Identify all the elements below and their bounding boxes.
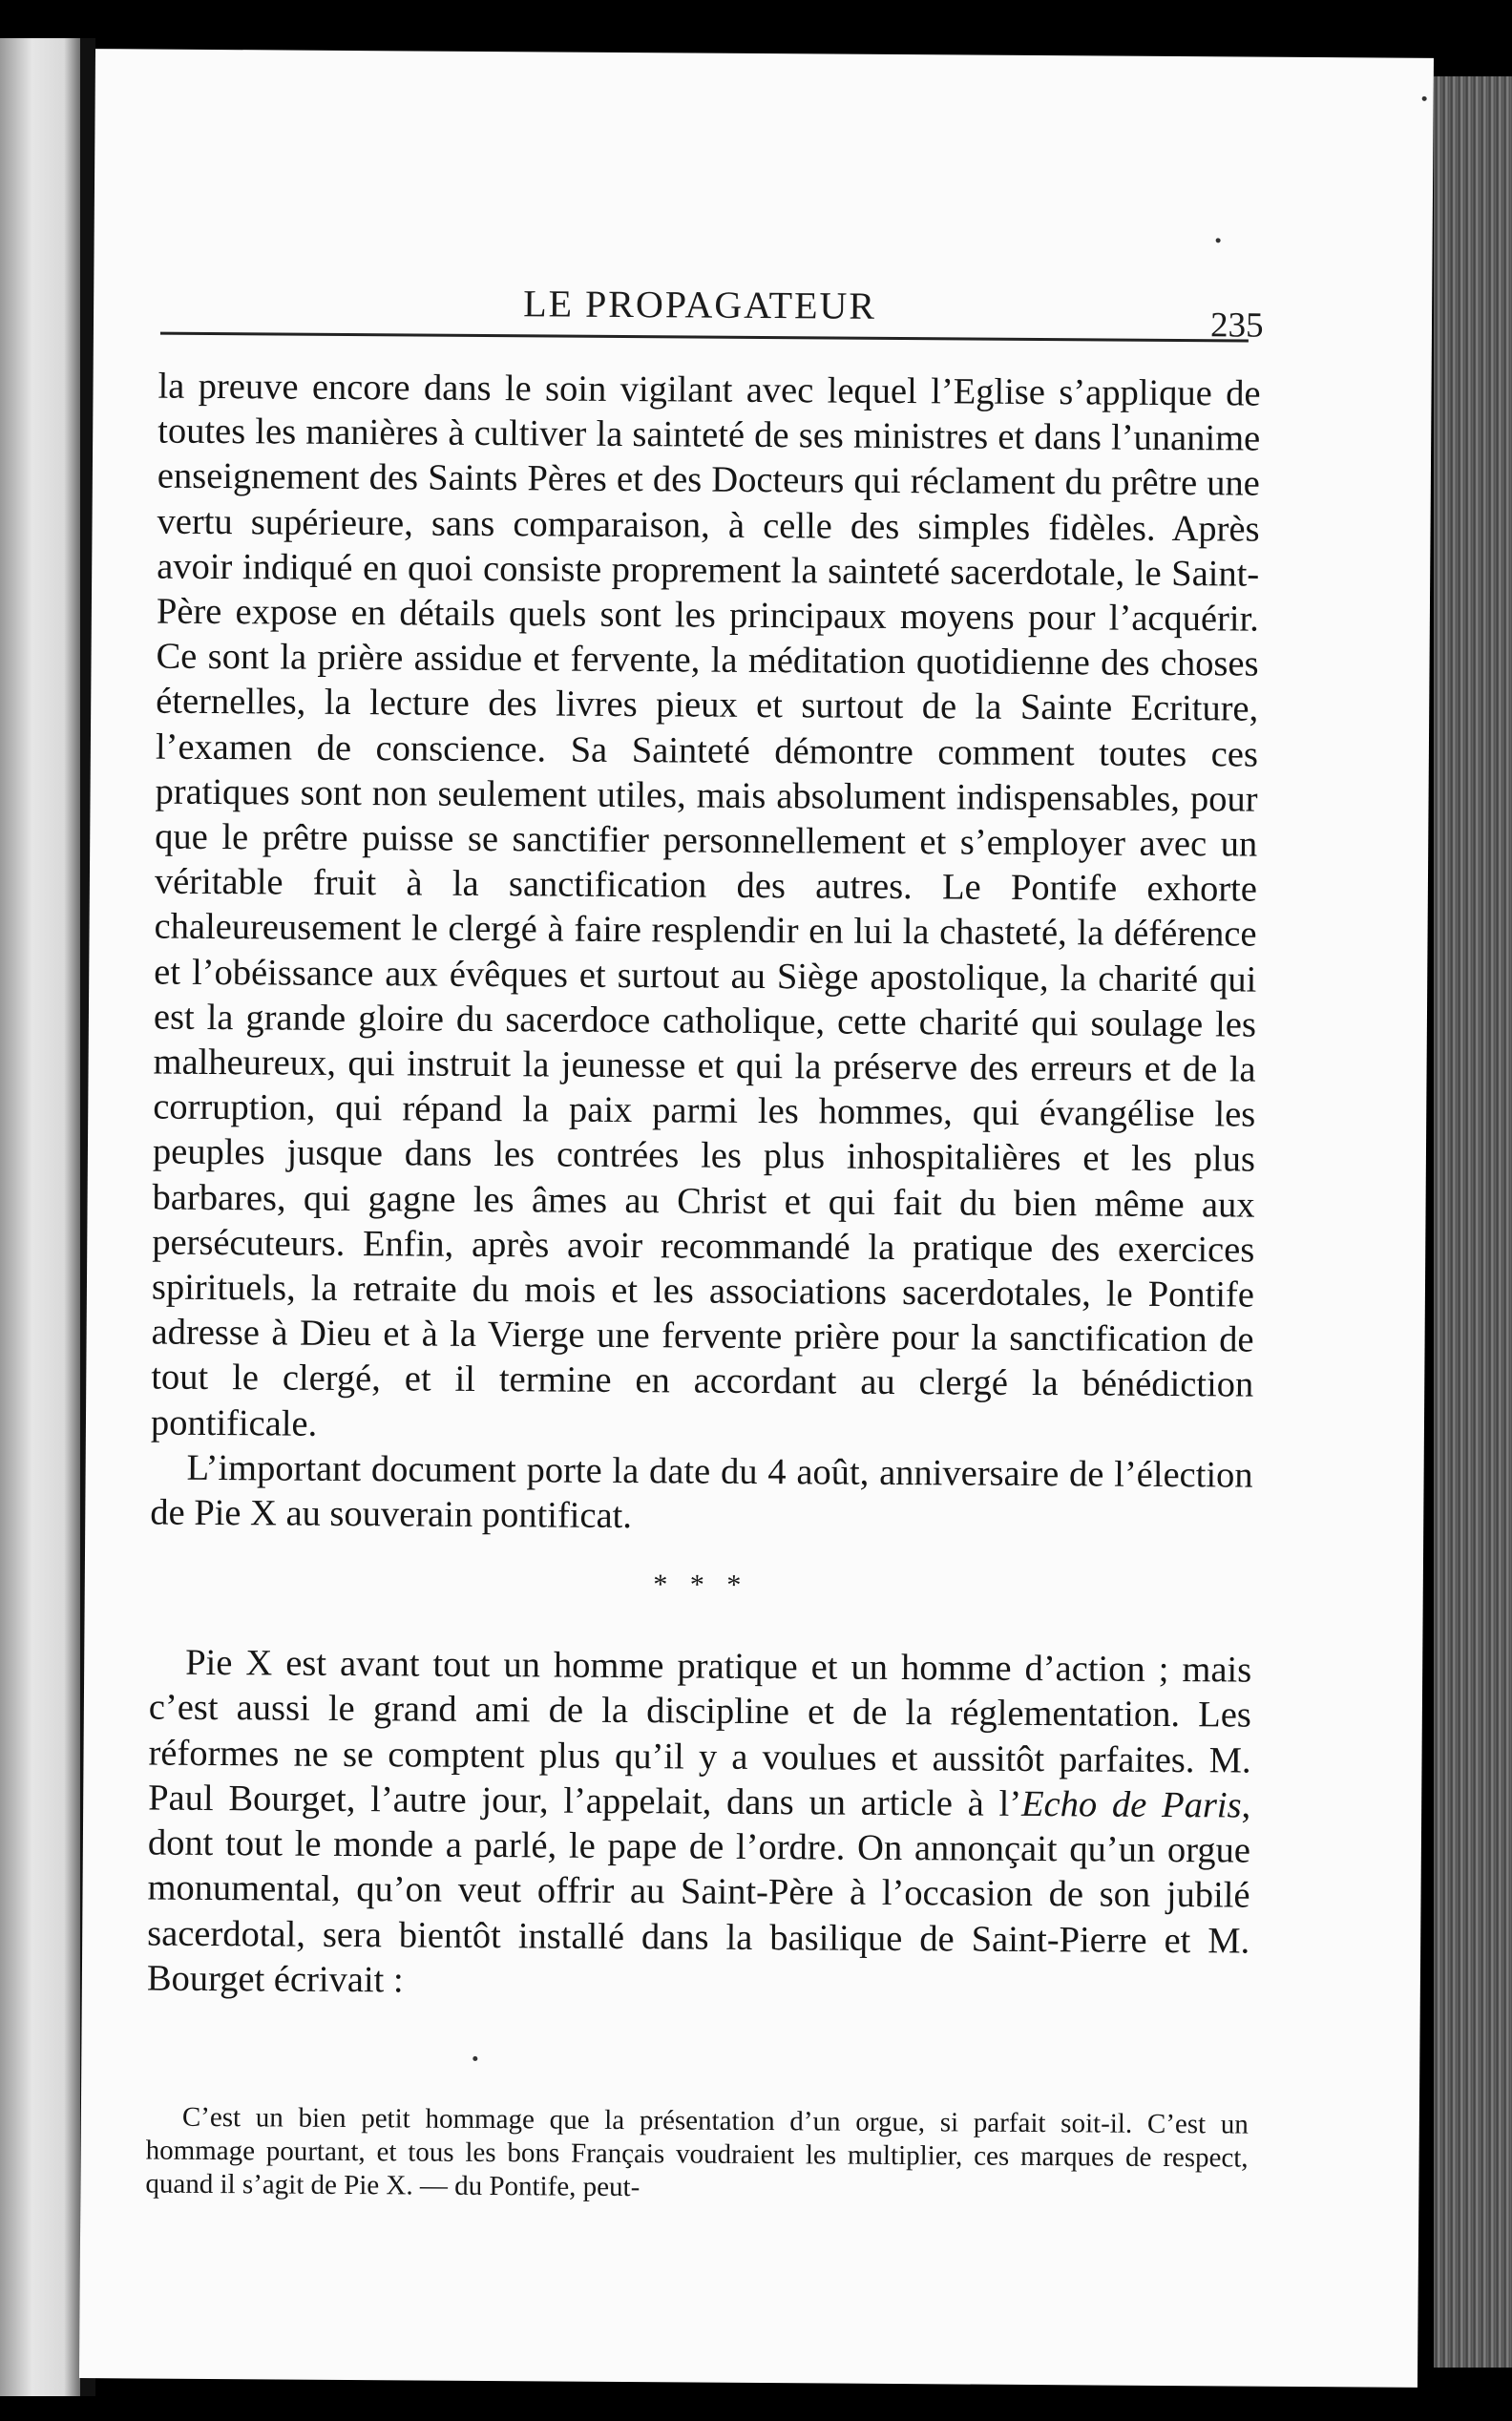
- scan-speck: [1216, 238, 1221, 242]
- scanned-page: [79, 49, 1434, 2388]
- paragraph-text: Pie X est avant tout un homme pratique et un homme d’action ; mais c’est aussi le grand ami de la discipline et de la réglementation. Les réformes ne se comptent plus qu’il y a voulues et aussitôt parfaites. M. Paul Bourget, l’autre jour, l’appelait, dans un article à l’: [148, 1643, 1252, 1824]
- paragraph-text: , dont tout le monde a parlé, le pape de l’ordre. On annonçait qu’un orgue monumental, qu’on veut offrir au Saint-Père à l’occasion de son jubilé sacerdotal, sera bientôt installé dans la basilique de Saint-Pierre et M. Bourget écrivait :: [146, 1785, 1251, 2001]
- italic-title: Echo de Paris: [1020, 1783, 1242, 1826]
- running-title: LE PROPAGATEUR: [523, 282, 877, 327]
- scan-speck: [1422, 96, 1427, 101]
- section-separator: * * *: [653, 1568, 749, 1602]
- book-page-edges: [1434, 76, 1512, 2368]
- scan-speck: [472, 2056, 477, 2061]
- footnote: C’est un bien petit hommage que la présentation d’un orgue, si parfait soit-il. C’est un hommage pourtant, et tous les bons Français voudraient les multiplier, ces marques de respect, quand il s’agit de Pie X. — du Pontife, peut-: [145, 2101, 1249, 2203]
- body-text: [147, 365, 1261, 2010]
- paragraph: L’important document porte la date du 4 août, anniversaire de l’élection de Pie X au souverain pontificat.: [150, 1447, 1253, 1537]
- previous-page-edge: [0, 38, 80, 2396]
- running-head: [94, 278, 1432, 354]
- page-number: 235: [1209, 305, 1264, 346]
- paragraph: la preuve encore dans le soin vigilant avec lequel l’Eglise s’applique de toutes les manières à cultiver la sainteté de ses ministres et dans l’unanime enseignement des Saints Pères et des Docteurs qui réclament du prêtre une vertu supérieure, sans comparaison, à celle des simples fidèles. Après avoir indiqué en quoi consiste proprement la sainteté sacerdotale, le Saint-Père expose en détails quels sont les principaux moyens pour l’acquérir. Ce sont la prière assidue et fervente, la méditation quotidienne des choses éternelles, la lecture des livres pieux et surtout de la Sainte Ecriture, l’examen de conscience. Sa Sainteté démontre comment toutes ces pratiques sont non seulement utiles, mais absolument indispensables, pour que le prêtre puisse se sanctifier personnellement et s’employer avec un véritable fruit à la sanctification des autres. Le Pontife exhorte chaleureusement le clergé à faire resplendir en lui la chasteté, la déférence et l’obéissance aux évêques et surtout au Siège apostolique, la charité qui est la grande gloire du sacerdoce catholique, cette charité qui soulage les malheureux, qui instruit la jeunesse et qui la préserve des erreurs et de la corruption, qui répand la paix parmi les hommes, qui évangélise les peuples jusque dans les contrées les plus inhospitalières et les plus barbares, qui gagne les âmes au Christ et qui fait du bien même aux persécuteurs. Enfin, après avoir recommandé la pratique des exercices spirituels, la retraite du mois et les associations sacerdotales, le Pontife adresse à Dieu et à la Vierge une fervente prière pour la sanctification de tout le clergé, et il termine en accordant au clergé la bénédiction pontificale.: [150, 366, 1261, 1444]
- paragraph: [147, 1641, 1252, 2010]
